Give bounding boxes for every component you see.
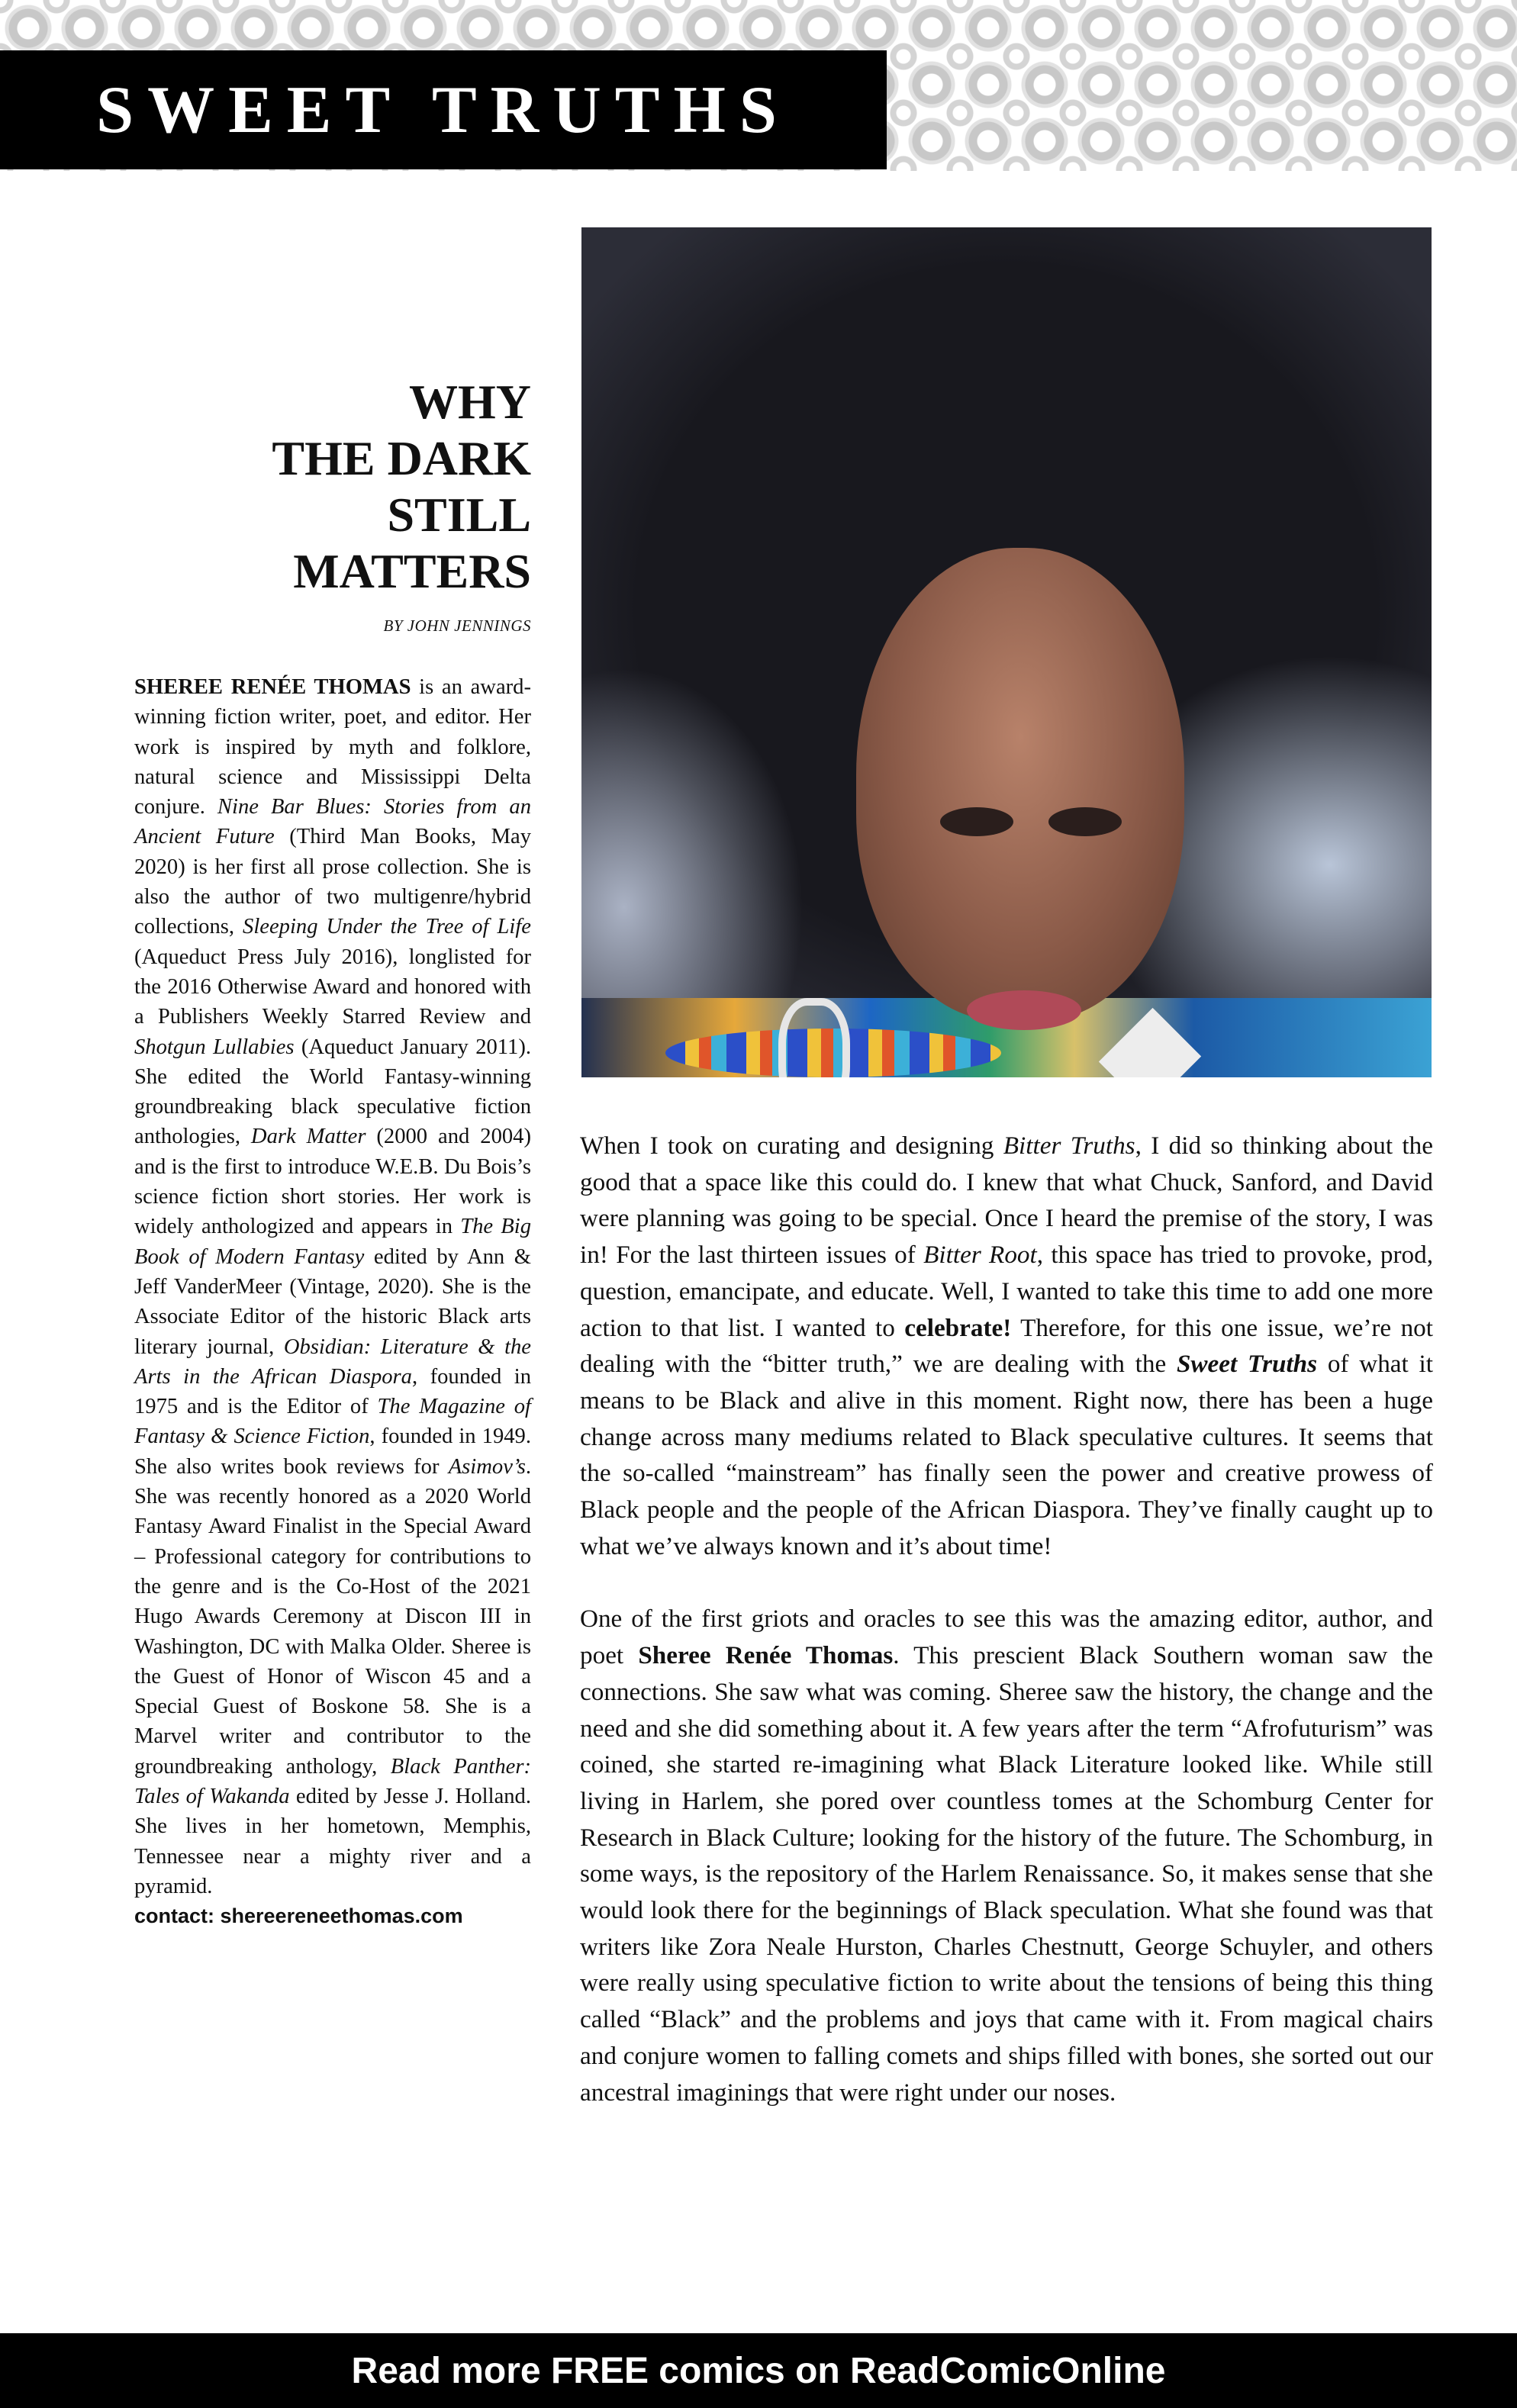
article-headline (134, 374, 531, 600)
byline: BY JOHN JENNINGS (383, 616, 531, 635)
section-title-banner (0, 50, 887, 169)
headline-line-1: WHY (409, 375, 531, 429)
footer-banner[interactable] (0, 2333, 1517, 2408)
article-body (580, 1128, 1433, 2147)
author-bio: SHEREE RENÉE THOMAS is an award-winning fiction writer, poet, and editor. Her work is inspired by myth and folklore, natural science and Mississippi Delta conjure. Nine Bar Blues: Stories from an Ancient Future (Third Man Books, May 2020) is her first all prose collection. She is also the author of two multigenre/hybrid collections, Sleeping Under the Tree of Life (Aqueduct Press July 2016), longlisted for the 2016 Otherwise Award and honored with a Publishers Weekly Starred Review and Shotgun Lullabies (Aqueduct January 2011). She edited the World Fantasy-winning groundbreaking black speculative fiction anthologies, Dark Matter (2000 and 2004) and is the first to introduce W.E.B. Du Bois’s science fiction short stories. Her work is widely anthologized and appears in The Big Book of Modern Fantasy edited by Ann & Jeff VanderMeer (Vintage, 2020). She is the Associate Editor of the historic Black arts literary journal, Obsidian: Literature & the Arts in the African Diaspora, founded in 1975 and is the Editor of The Magazine of Fantasy & Science Fiction, founded in 1949. She also writes book reviews for Asimov’s. She was recently honored as a 2020 World Fantasy Award Finalist in the Special Award – Professional category for contributions to the genre and is the Co-Host of the 2021 Hugo Awards Ceremony at Discon III in Washington, DC with Malka Older. Sheree is the Guest of Honor of Wiscon 45 and a Special Guest of Boskone 58. She is a Marvel writer and contributor to the groundbreaking anthology, Black Panther: Tales of Wakanda edited by Jesse J. Holland. She lives in her hometown, Memphis, Tennessee near a mighty river and a pyramid. contact: shereereneethomas.com (134, 675, 532, 1928)
author-portrait-photo (581, 227, 1432, 1077)
footer-text[interactable]: Read more FREE comics on ReadComicOnline (351, 2350, 1166, 2391)
headline-line-2: THE DARK (272, 431, 531, 485)
contact-link[interactable]: contact: shereereneethomas.com (134, 1904, 463, 1928)
paragraph-2: One of the first griots and oracles to see this was the amazing editor, author, and poet Sheree Renée Thomas. This prescient Black Southern woman saw the connections. She saw what was coming. Sheree saw the history, the change and the need and she did something about it. A few years after the term “Afrofuturism” was coined, she started re-imagining what Black Literature looked like. While still living in Harlem, she pored over countless tomes at the Schomburg Center for Research in Black Culture; looking for the history of the future. The Schomburg, in some ways, is the repository of the Harlem Renaissance. So, it makes sense that she would look there for the beginnings of Black speculation. What she found was that writers like Zora Neale Hurston, Charles Chestnutt, George Schuyler, and others were really using speculative fiction to write about the tensions of being this thing called “Black” and the problems and joys that came with it. From magical chairs and conjure women to falling comets and ships filled with bones, she sorted out our ancestral imaginings that were right under our noses. (580, 1605, 1434, 2107)
section-title: SWEET TRUTHS (96, 72, 791, 147)
sidebar-column (134, 374, 531, 1931)
paragraph-1: When I took on curating and designing Bitter Truths, I did so thinking about the good that a space like this could do. I knew that what Chuck, Sanford, and David were planning was going to be special. Once I heard the premise of the story, I was in! For the last thirteen issues of Bitter Root, this space has tried to provoke, prod, question, emancipate, and educate. Well, I wanted to take this time to add one more action to that list. I wanted to celebrate! Therefore, for this one issue, we’re not dealing with the “bitter truth,” we are dealing with the Sweet Truths of what it means to be Black and alive in this moment. Right now, there has been a huge change across many mediums related to Black speculative cultures. It seems that the so-called “mainstream” has finally seen the power and creative prowess of Black people and the people of the African Diaspora. They’ve finally caught up to what we’ve always known and it’s about time! (580, 1132, 1433, 1560)
headline-line-4: MATTERS (293, 544, 531, 598)
bio-name: SHEREE RENÉE THOMAS (134, 675, 411, 699)
headline-line-3: STILL (387, 488, 531, 542)
